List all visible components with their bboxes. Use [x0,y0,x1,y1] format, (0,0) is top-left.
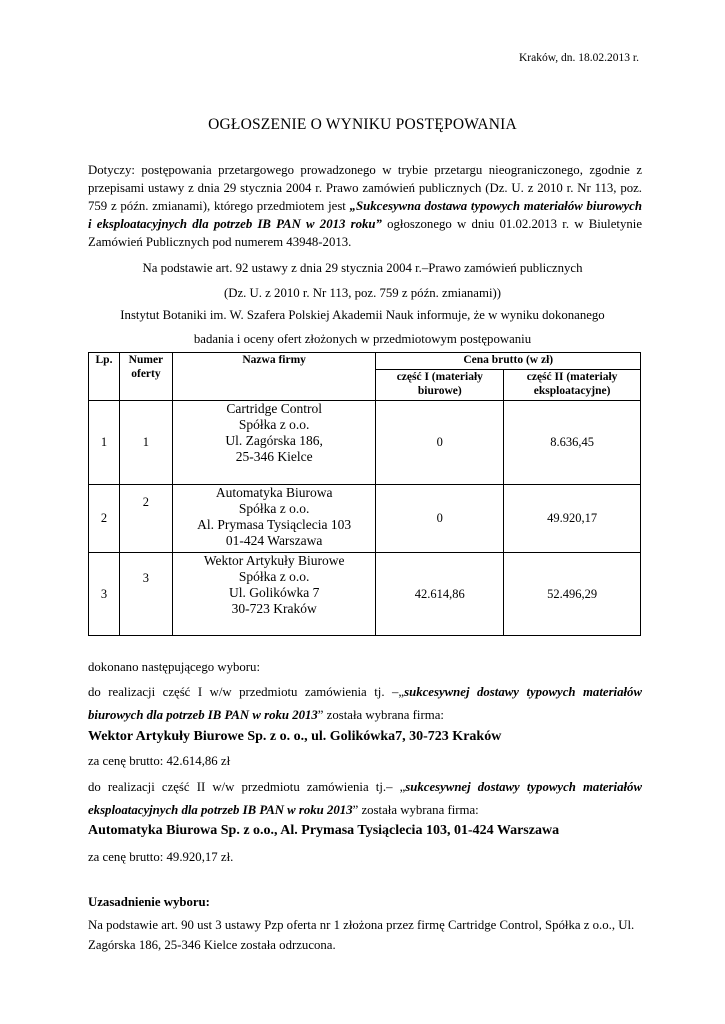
row-lp: 1 [89,401,120,485]
basis-line-1: Na podstawie art. 92 ustawy z dnia 29 stycznia 2004 r.–Prawo zamówień publicznych [142,261,583,275]
decision-part-2 [88,776,642,822]
basis-line-2: (Dz. U. z 2010 r. Nr 113, poz. 759 z późn. zmianami)) [223,286,502,300]
winner-part-1: Wektor Artykuły Biurowe Sp. z o. o., ul. Golikówka7, 30-723 Kraków [88,729,502,744]
price-part-2: za cenę brutto: 49.920,17 zł. [88,850,234,864]
table-row [89,401,641,485]
decision-part-1-suffix: ” została wybrana firma: [317,708,444,722]
basis-line-4: badania i oceny ofert złożonych w przedmiotowym postępowaniu [193,332,532,346]
results-table [88,352,641,636]
header-company: Nazwa firmy [172,353,376,401]
row-offer: 2 [119,485,172,553]
company-street: Ul. Zagórska 186, [225,433,323,448]
document-date: Kraków, dn. 18.02.2013 r. [519,52,639,64]
decision-part-2-subject: sukcesywnej dostawy typowych materiałów eksploatacyjnych dla potrzeb IB PAN w roku 2013 [88,780,642,817]
decision-part-1-subject: sukcesywnej dostawy typowych materiałów biurowych dla potrzeb IB PAN w roku 2013 [88,685,642,722]
row-lp: 2 [89,485,120,553]
row-price-part-2: 8.636,45 [504,401,641,485]
row-company [172,401,376,485]
row-price-part-1: 42.614,86 [376,553,504,636]
company-street: Ul. Golikówka 7 [228,585,320,600]
row-lp: 3 [89,553,120,636]
winner-part-2: Automatyka Biurowa Sp. z o.o., Al. Prymasa Tysiąclecia 103, 01-424 Warszawa [88,823,560,838]
decision-part-1 [88,681,642,727]
table-row [89,553,641,636]
company-legal-form: Spółka z o.o. [238,417,310,432]
header-part-2: część II (materiały eksploatacyjne) [504,370,641,401]
decision-part-2-prefix: do realizacji część II w/w przedmiotu zamówienia tj.– „ [88,780,406,794]
page-title: OGŁOSZENIE O WYNIKU POSTĘPOWANIA [208,116,517,133]
intro-text-1: Dotyczy: postępowania przetargowego prowadzonego w trybie przetargu nieograniczonego, zgodnie z przepisami ustawy z dnia 29 stycznia 2004 r. Prawo zamówień publicznych (Dz. U. z 2010 r. Nr 113, poz. 759 z późn. zmianami), którego przedmiotem jest [88,163,642,213]
justification-heading: Uzasadnienie wyboru: [88,895,210,909]
row-price-part-1: 0 [376,485,504,553]
price-part-1: za cenę brutto: 42.614,86 zł [88,754,231,768]
row-price-part-2: 52.496,29 [504,553,641,636]
company-city: 30-723 Kraków [231,601,317,616]
company-street: Al. Prymasa Tysiąclecia 103 [197,517,352,532]
justification-text: Na podstawie art. 90 ust 3 ustawy Pzp oferta nr 1 złożona przez firmę Cartridge Control, Spółka z o.o., Ul. Zagórska 186, 25-346 Kielce została odrzucona. [88,918,635,952]
company-name: Wektor Artykuły Biurowe [203,553,345,568]
intro-paragraph [88,161,642,251]
company-name: Automatyka Biurowa [215,485,333,500]
company-legal-form: Spółka z o.o. [238,501,310,516]
row-offer: 1 [119,401,172,485]
basis-line-3: Instytut Botaniki im. W. Szafera Polskiej Akademii Nauk informuje, że w wyniku dokonanego [120,308,605,322]
header-part-1: część I (materiały biurowe) [376,370,504,401]
row-company [172,553,376,636]
decision-intro: dokonano następującego wyboru: [88,660,261,674]
table-row [89,485,641,553]
row-price-part-1: 0 [376,401,504,485]
row-company [172,485,376,553]
company-city: 01-424 Warszawa [225,533,323,548]
company-name: Cartridge Control [226,401,322,416]
row-price-part-2: 49.920,17 [504,485,641,553]
company-legal-form: Spółka z o.o. [238,569,310,584]
intro-subject: „Sukcesywna dostawa typowych materiałów biurowych i eksploatacyjnych dla potrzeb IB PAN w 2013 roku” [88,199,642,231]
decision-part-2-suffix: ” została wybrana firma: [352,803,479,817]
header-price: Cena brutto (w zł) [376,353,641,370]
decision-part-1-prefix: do realizacji część I w/w przedmiotu zamówienia tj. –„ [88,685,405,699]
company-city: 25-346 Kielce [235,449,313,464]
row-offer: 3 [119,553,172,636]
header-lp: Lp. [89,353,120,401]
intro-text-2: ogłoszonego w dniu 01.02.2013 r. w Biuletynie Zamówień Publicznych pod numerem 43948-2013. [88,217,643,249]
header-offer-number: Numer oferty [119,353,172,401]
